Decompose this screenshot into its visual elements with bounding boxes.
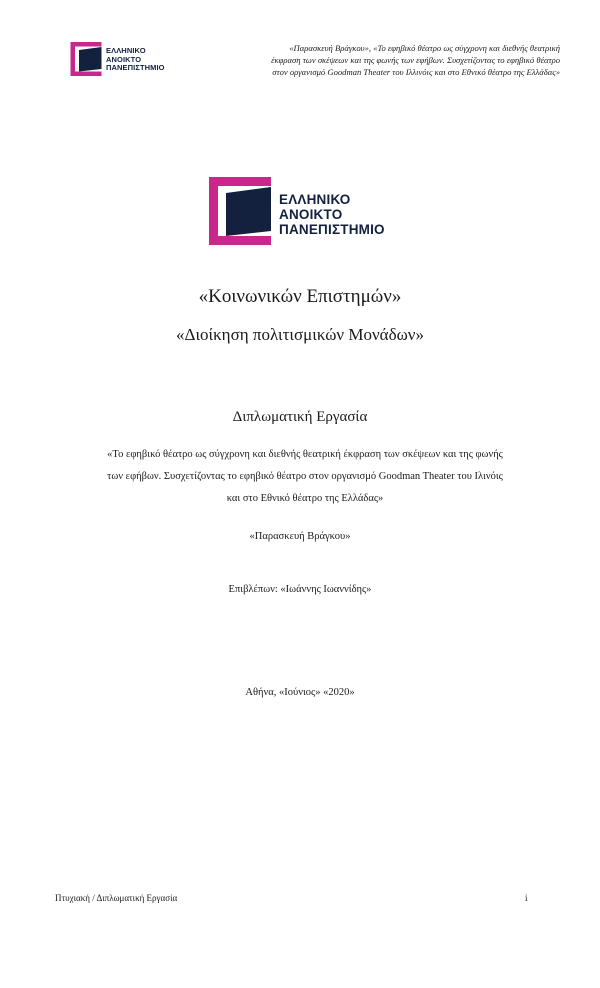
thesis-title-line-1: «Το εφηβικό θέατρο ως σύγχρονη και διεθνής θεατρική έκφραση των σκέψεων και της φωνής: [107, 449, 503, 460]
program-name: «Διοίκηση πολιτισμικών Μονάδων»: [176, 325, 424, 344]
header-logo: [70, 42, 180, 78]
thesis-title: [70, 444, 540, 510]
cover-logo-line-2: ΑΝΟΙΚΤΟ: [279, 207, 343, 222]
running-header-line-2: έκφραση των σκέψεων και της φωνής των εφήβων. Συσχετίζοντας το εφηβικό θέατρο: [271, 55, 560, 65]
logo-line-2: ΑΝΟΙΚΤΟ: [106, 54, 142, 64]
eap-logo-icon: [70, 42, 102, 76]
supervisor: Επιβλέπων: «Ιωάννης Ιωαννίδης»: [228, 584, 372, 595]
running-header-line-3: στον οργανισμό Goodman Theater του Ιλλινόις και στο Εθνικό θέατρο της Ελλάδας»: [272, 67, 560, 77]
logo-line-3: ΠΑΝΕΠΙΣΤΗΜΙΟ: [106, 63, 165, 73]
school-name: «Κοινωνικών Επιστημών»: [198, 286, 402, 307]
thesis-type: Διπλωματική Εργασία: [232, 409, 368, 425]
running-header-line-1: «Παρασκευή Βράγκου», «Το εφηβικό θέατρο ως σύγχρονη και διεθνής θεατρική: [289, 43, 560, 53]
logo-line-1: ΕΛΛΗΝΙΚΟ: [106, 46, 146, 55]
author-name: «Παρασκευή Βράγκου»: [249, 531, 351, 542]
footer-text: Πτυχιακή / Διπλωματική Εργασία: [55, 893, 178, 903]
thesis-title-line-2: των εφήβων. Συσχετίζοντας το εφηβικό θέατρο στον οργανισμό Goodman Theater του Ιλινόις: [107, 471, 503, 482]
eap-logo-icon: [209, 177, 271, 245]
page-number: i: [525, 893, 528, 903]
place-date: Αθήνα, «Ιούνιος» «2020»: [245, 687, 355, 698]
cover-logo-line-1: ΕΛΛΗΝΙΚΟ: [279, 192, 351, 207]
thesis-title-line-3: και στο Εθνικό θέατρο της Ελλάδας»: [226, 493, 384, 504]
running-header: [190, 42, 560, 78]
cover-logo-line-3: ΠΑΝΕΠΙΣΤΗΜΙΟ: [279, 222, 385, 237]
cover-logo: [209, 177, 394, 247]
